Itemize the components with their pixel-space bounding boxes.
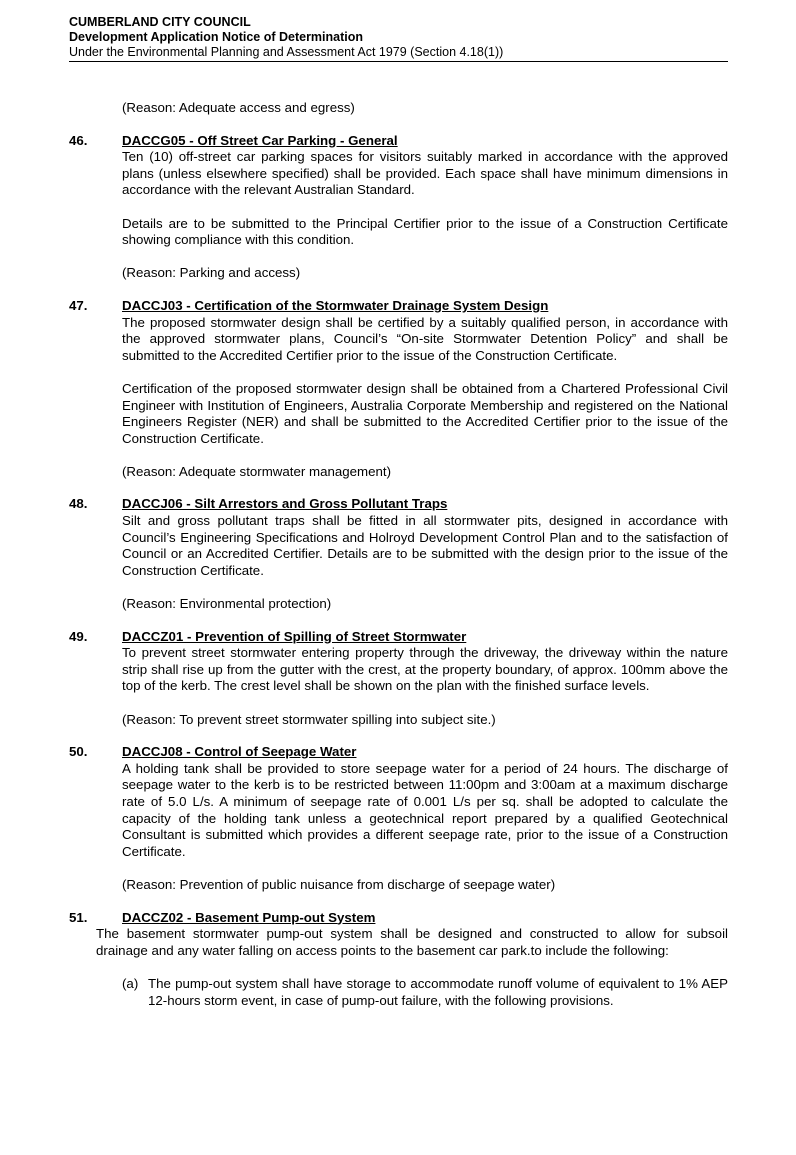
condition-49 <box>69 629 728 745</box>
condition-title: DACCJ03 - Certification of the Stormwater Drainage System Design <box>122 297 549 313</box>
condition-title: DACCZ01 - Prevention of Spilling of Street Stormwater <box>122 628 467 644</box>
condition-reason: (Reason: To prevent street stormwater spilling into subject site.) <box>122 711 496 727</box>
condition-title: DACCJ08 - Control of Seepage Water <box>122 744 357 760</box>
act-reference: Under the Environmental Planning and Assessment Act 1979 (Section 4.18(1)) <box>69 45 504 59</box>
sub-item-text: The pump-out system shall have storage to accommodate runoff volume of equivalent to 1% AEP 12-hours storm event, in case of pump-out failure, with the following provisions. <box>148 975 728 1008</box>
condition-reason: (Reason: Prevention of public nuisance from discharge of seepage water) <box>122 876 556 892</box>
condition-title: DACCZ02 - Basement Pump-out System <box>122 909 376 925</box>
condition-50 <box>69 744 728 909</box>
document-title: Development Application Notice of Determination <box>69 30 364 44</box>
condition-paragraph: Details are to be submitted to the Principal Certifier prior to the issue of a Construction Certificate showing compliance with this condition. <box>122 215 728 248</box>
condition-51 <box>69 910 728 1010</box>
condition-body <box>122 761 728 894</box>
condition-heading <box>69 910 728 927</box>
condition-number: 51. <box>69 909 88 925</box>
sub-item-label: (a) <box>122 975 139 991</box>
condition-paragraph: A holding tank shall be provided to store seepage water for a period of 24 hours. The discharge of seepage water to the kerb is to be restricted between 11:00pm and 3:00am at a maximum discharge rate of 5.0 L/s. A minimum of seepage rate of 0.001 L/s per sq. shall be adopted to calculate the capacity of the holding tank unless a geotechnical report prepared by a qualified Geotechnical Consultant is submitted which provides a different seepage rate, prior to the issue of a Construction Certificate. <box>122 760 728 859</box>
condition-heading <box>69 133 728 150</box>
condition-reason: (Reason: Environmental protection) <box>122 596 332 612</box>
conditions-list <box>69 133 728 910</box>
condition-number: 49. <box>69 628 88 644</box>
condition-body <box>122 315 728 481</box>
condition-body <box>122 645 728 728</box>
condition-heading <box>69 298 728 315</box>
intro-reason: (Reason: Adequate access and egress) <box>122 100 355 115</box>
condition-number: 50. <box>69 744 88 760</box>
council-name: CUMBERLAND CITY COUNCIL <box>69 15 251 29</box>
condition-number: 48. <box>69 496 88 512</box>
condition-body <box>122 149 728 282</box>
condition-title: DACCG05 - Off Street Car Parking - General <box>122 132 398 148</box>
condition-heading <box>69 629 728 646</box>
condition-heading <box>69 744 728 761</box>
condition-paragraph: Silt and gross pollutant traps shall be fitted in all stormwater pits, designed in accordance with Council’s Engineering Specifications and Holroyd Development Control Plan and to the satisfaction of Council or an Accredited Certifier. Details are to be submitted with the design prior to the issue of the Construction Certificate. <box>122 513 728 578</box>
condition-reason: (Reason: Parking and access) <box>122 265 301 281</box>
condition-47 <box>69 298 728 497</box>
header-rule <box>69 61 728 62</box>
condition-48 <box>69 496 728 628</box>
condition-body: The basement stormwater pump-out system shall be designed and constructed to allow for subsoil drainage and any water falling on access points to the basement car park.to include the following: <box>96 926 728 958</box>
condition-heading <box>69 496 728 513</box>
condition-reason: (Reason: Adequate stormwater management) <box>122 463 392 479</box>
condition-number: 47. <box>69 297 88 313</box>
condition-paragraph: Certification of the proposed stormwater design shall be obtained from a Chartered Professional Civil Engineer with Institution of Engineers, Australia Corporate Membership and registered on the National Engineers Register (NER) and shall be submitted to the Accredited Certifier prior to the issue of the Construction Certificate. <box>122 380 728 446</box>
condition-46 <box>69 133 728 298</box>
condition-paragraph: To prevent street stormwater entering property through the driveway, the driveway within the nature strip shall rise up from the gutter with the crest, at the property boundary, of approx. 100mm above the top of the kerb. The crest level shall be shown on the plan with the finished surface levels. <box>122 645 728 694</box>
condition-paragraph: Ten (10) off-street car parking spaces for visitors suitably marked in accordance with the approved plans (unless elsewhere specified) shall be provided. Each space shall have minimum dimensions in accordance with the relevant Australian Standard. <box>122 149 728 198</box>
condition-title: DACCJ06 - Silt Arrestors and Gross Pollutant Traps <box>122 496 448 512</box>
page-header <box>69 15 728 60</box>
condition-number: 46. <box>69 132 88 148</box>
document-body <box>69 100 728 1009</box>
condition-body <box>122 513 728 613</box>
condition-sub-item <box>122 976 728 1009</box>
condition-paragraph: The proposed stormwater design shall be certified by a suitably qualified person, in accordance with the approved stormwater plans, Council’s “On-site Stormwater Detention Policy” and shall be submitted to the Accredited Certifier prior to the issue of the Construction Certificate. <box>122 314 728 363</box>
